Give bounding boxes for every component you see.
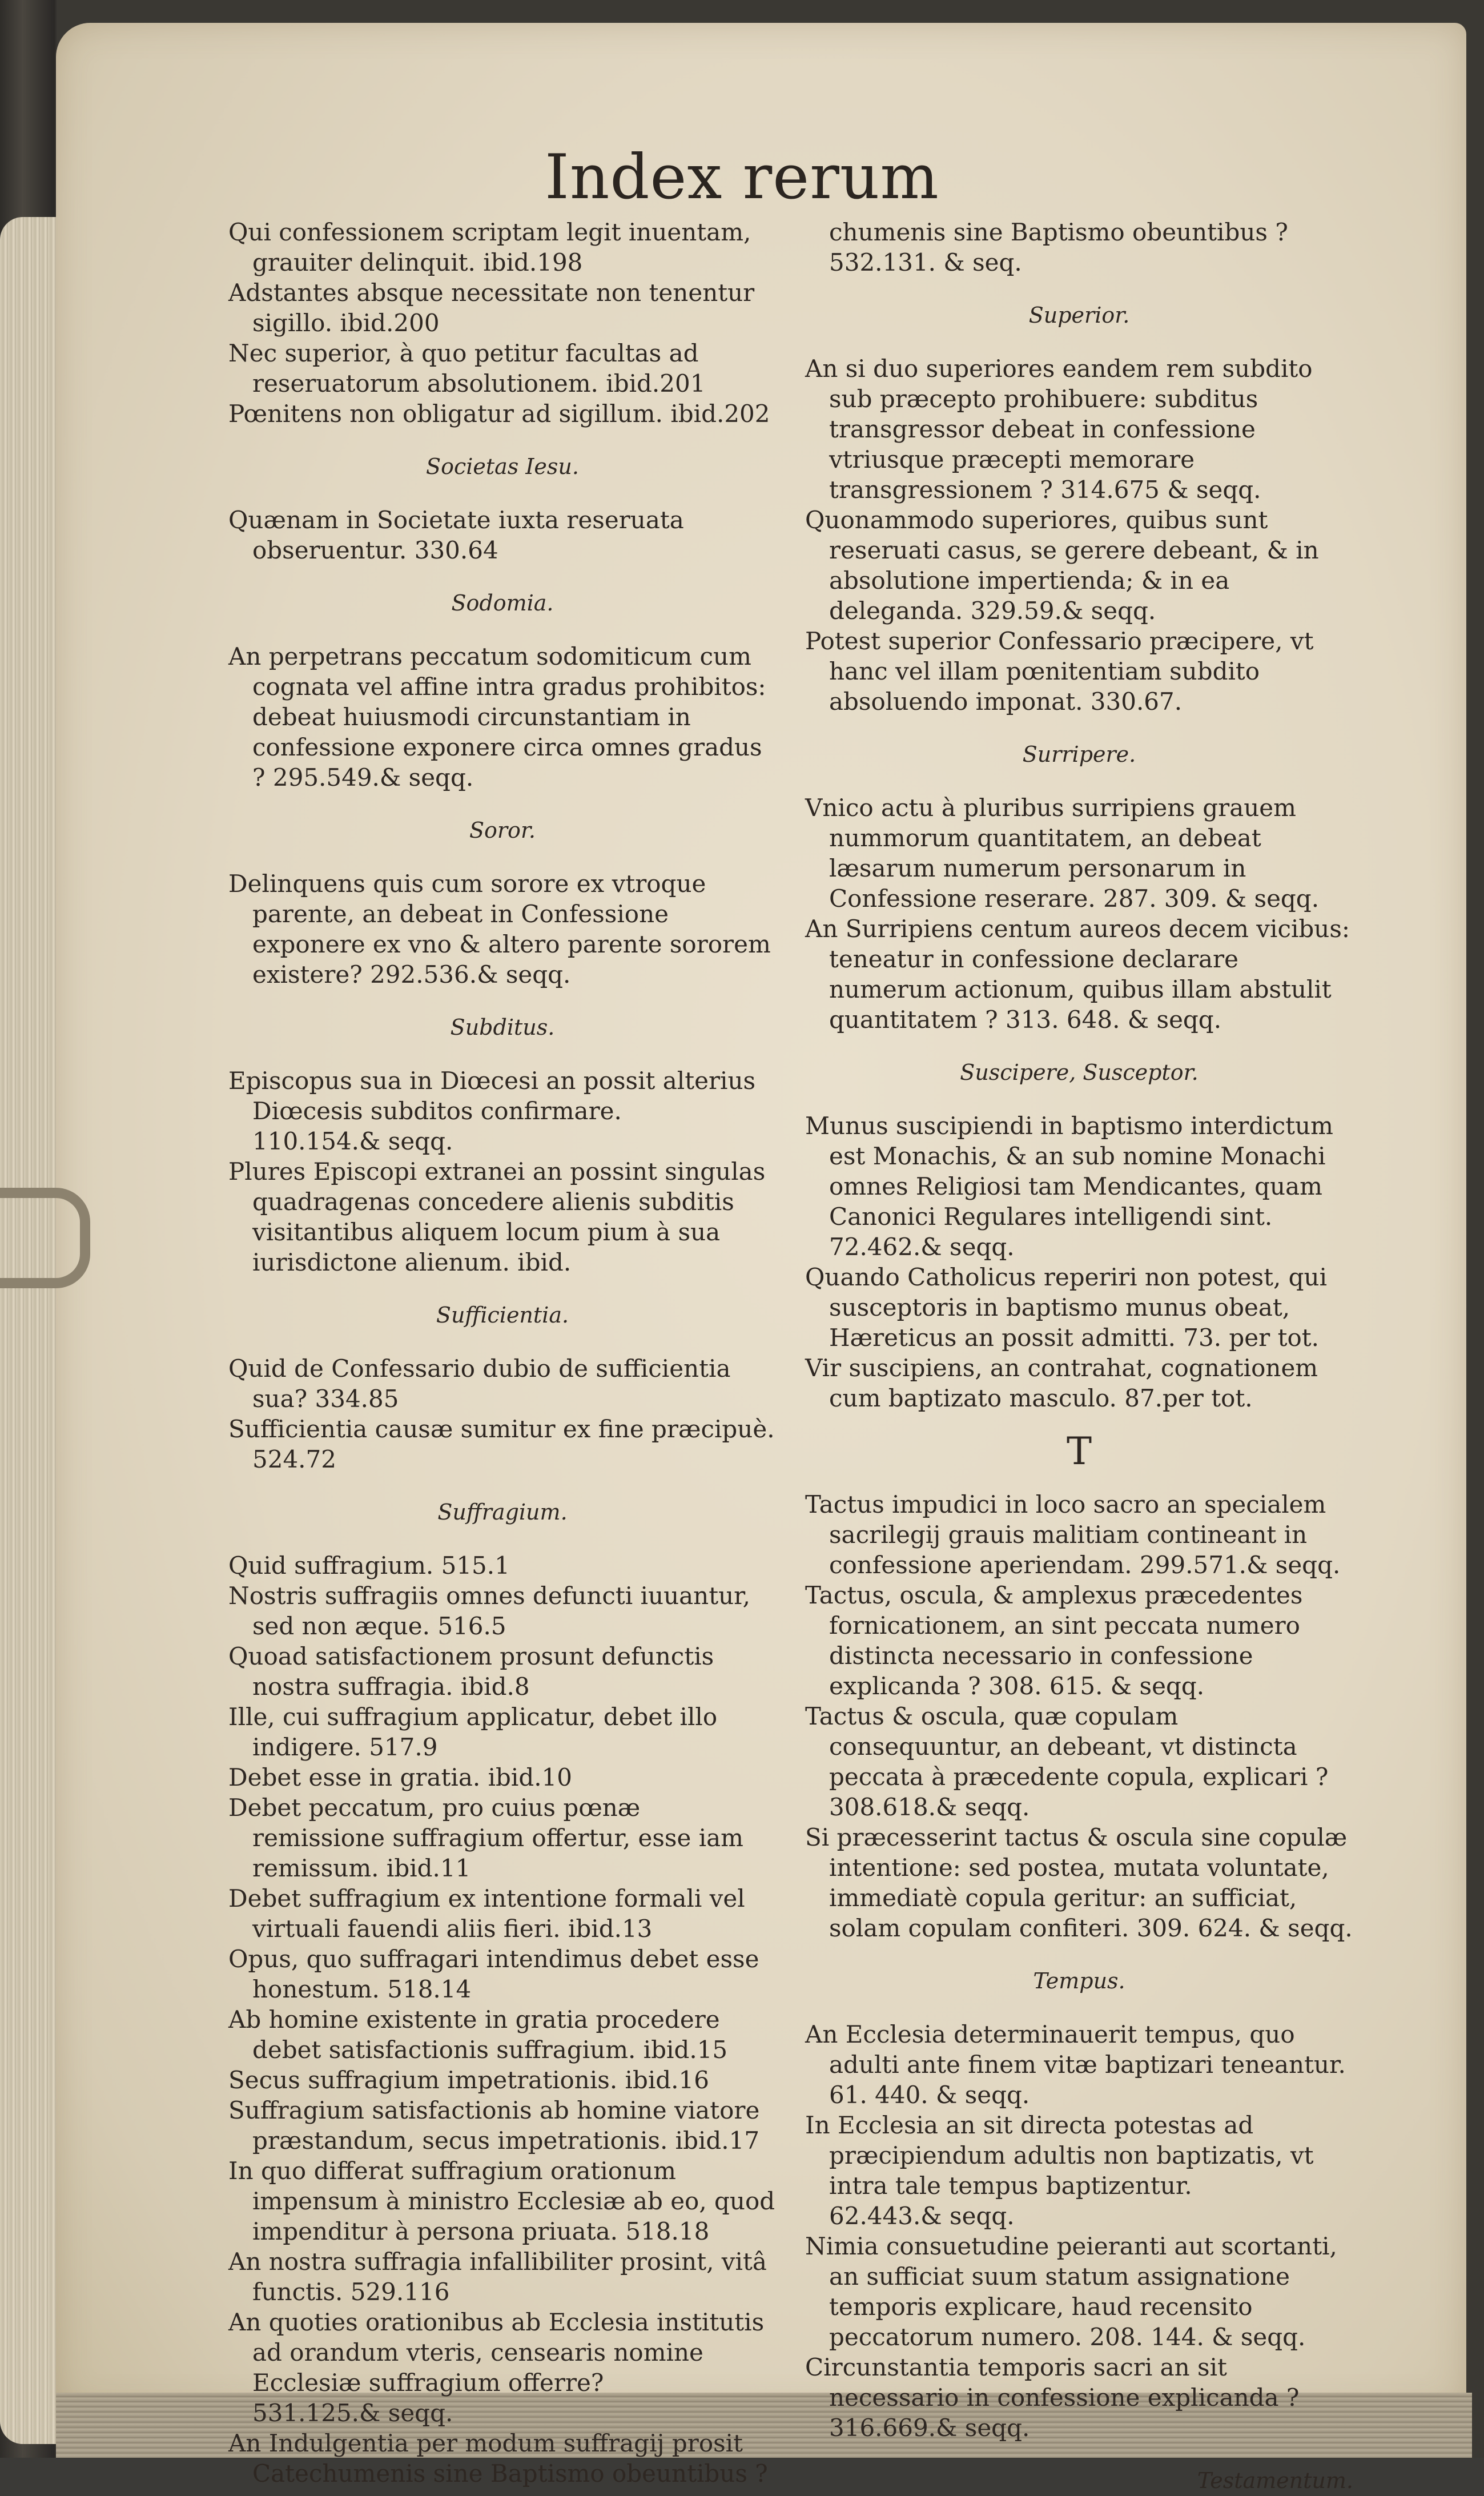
entry-text: An Surripiens centum aureos decem vicibus: teneatur in confessione declarare numerum actionum, quibus illam abstulit quantitatem ? [805, 915, 1350, 1034]
entry-page-reference: 308. 615. & seqq. [988, 1672, 1205, 1700]
entry-page-reference: 314.675 & seqq. [1060, 476, 1261, 504]
entry-page-reference: 518.14 [387, 1975, 472, 2003]
entry-text: Ab homine existente in gratia procedere debet satisfactionis suffragium. [228, 2005, 720, 2064]
entry-page-reference: ibid.17 [675, 2127, 760, 2155]
entry-page-reference: 330.67. [1090, 688, 1183, 716]
entry-page-reference: 61. 440. & seqq. [829, 2081, 1030, 2109]
entry-page-reference: 208. 144. & seqq. [1089, 2323, 1306, 2351]
index-entry [805, 914, 1353, 1035]
index-entry [228, 1581, 777, 1641]
section-heading: Suscipere, Susceptor. [960, 1060, 1199, 1085]
entry-page-reference: ibid.8 [460, 1673, 530, 1701]
index-entry [228, 338, 777, 399]
entry-text: Quid de Confessario dubio de sufficientia sua? [228, 1354, 731, 1413]
entry-text: Circunstantia temporis sacri an sit necessario in confessione explicanda ? [805, 2353, 1300, 2411]
entry-page-reference: 316.669.& seqq. [829, 2414, 1030, 2442]
entry-page-reference: ibid.15 [643, 2036, 728, 2064]
entry-page-reference: 73. per tot. [1183, 1324, 1319, 1352]
index-entry [228, 2065, 777, 2095]
entry-text: Tactus & oscula, quæ copulam consequuntur, an debeant, vt distincta peccata à præcedente copula, explicari ? [805, 1702, 1329, 1791]
entry-page-reference: 529.116 [350, 2278, 450, 2306]
entry-page-reference: 313. 648. & seqq. [1006, 1006, 1222, 1034]
section-heading: Tempus. [1033, 1968, 1125, 1993]
entry-text: Quando Catholicus reperiri non potest, qui susceptoris in baptismo munus obeat, Hæreticus an possit admitti. [805, 1263, 1328, 1352]
section-heading: Surripere. [1022, 742, 1136, 767]
entry-text: Si præcesserint tactus & oscula sine copulæ intentione: sed postea, mutata voluntate, immediatè copula geritur: an sufficiat, solam copulam confiteri. [805, 1823, 1348, 1942]
entry-page-reference: 329.59.& seqq. [970, 597, 1156, 625]
entry-text: chumenis sine Baptismo obeuntibus ? [829, 218, 1288, 246]
entry-text: Debet esse in gratia. [228, 1763, 488, 1791]
index-entry [228, 1883, 777, 1944]
entry-page-reference: 110.154.& seqq. [252, 1127, 453, 1155]
index-column-right [805, 217, 1353, 2496]
entry-page-reference: ibid.13 [568, 1915, 653, 1943]
entry-text: Quoad satisfactionem prosunt defunctis nostra suffragia. [228, 1642, 714, 1701]
index-entry [228, 278, 777, 338]
section-heading: Suffragium. [437, 1500, 568, 1525]
section-heading: Superior. [1028, 303, 1130, 328]
letter-heading: T [1066, 1429, 1092, 1473]
entry-page-reference: 299.571.& seqq. [1140, 1551, 1341, 1579]
entry-text: Nimia consuetudine peieranti aut scortanti, an sufficiat suum statum assignatione temporis explicare, haud recensito peccatorum numero. [805, 2232, 1337, 2351]
entry-page-reference: ibid.16 [625, 2066, 709, 2094]
index-entry [228, 2004, 777, 2065]
entry-text: Delinquens quis cum sorore ex vtroque parente, an debeat in Confessione exponere ex vno & altero parente sororem existere? [228, 870, 771, 988]
index-entry [805, 353, 1353, 505]
entry-text: An Ecclesia determinauerit tempus, quo adulti ante finem vitæ baptizari teneantur. [805, 2020, 1346, 2079]
index-entry [805, 2352, 1353, 2443]
index-entry [805, 1262, 1353, 1353]
entry-page-reference: 531.125.& seqq. [252, 2399, 453, 2427]
entry-page-reference: 532.131. & seq. [829, 248, 1022, 276]
index-entry [228, 2246, 777, 2307]
index-entry [228, 1156, 777, 1277]
entry-page-reference: 308.618.& seqq. [829, 1793, 1030, 1821]
entry-page-reference: ibid.201 [606, 369, 706, 397]
entry-page-reference: 516.5 [437, 1612, 506, 1640]
index-entry [805, 2019, 1353, 2110]
entry-page-reference: 518.18 [625, 2217, 710, 2245]
entry-text: Debet suffragium ex intentione formali vel virtuali fauendi aliis fieri. [228, 1884, 745, 1943]
book-clasp [0, 1188, 90, 1288]
index-entry [228, 1762, 777, 1792]
entry-text: Nostris suffragiis omnes defuncti iuuantur, sed non æque. [228, 1582, 750, 1640]
entry-page-reference: 330.64 [414, 536, 498, 564]
entry-text: Vnico actu à pluribus surripiens grauem nummorum quantitatem, an debeat læsarum numerum personarum in Confessione reserare. [805, 794, 1296, 913]
entry-text: An perpetrans peccatum sodomiticum cum cognata vel affine intra gradus prohibitos: debeat huiusmodi circunstantiam in confessione exponere circa omnes gradus ? [228, 642, 766, 791]
entry-text: Pœnitens non obligatur ad sigillum. [228, 400, 671, 428]
entry-text: In Ecclesia an sit directa potestas ad præcipiendum adultis non baptizatis, vt intra tale tempus baptizentur. [805, 2111, 1314, 2200]
index-entry [805, 626, 1353, 717]
index-entry [228, 2428, 777, 2489]
index-entry [228, 217, 777, 278]
entry-text: Quid suffragium. [228, 1552, 441, 1579]
index-entry [228, 1641, 777, 1702]
catchword: Testamentum. [1197, 2468, 1353, 2493]
entry-page-reference: 524.72 [252, 1445, 336, 1473]
index-column-left [228, 217, 777, 2489]
index-entry [805, 1353, 1353, 1413]
index-entry [228, 1414, 777, 1474]
entry-text: An si duo superiores eandem rem subdito sub præcepto prohibuere: subditus transgressor debeat in confessione vtriusque præcepti memorare transgressionem ? [805, 355, 1313, 504]
index-entry [228, 1353, 777, 1414]
entry-text: Secus suffragium impetrationis. [228, 2066, 625, 2094]
entry-text: Quænam in Societate iuxta reseruata obseruentur. [228, 506, 684, 564]
entry-text: Nec superior, à quo petitur facultas ad reseruatorum absolutionem. [228, 339, 699, 397]
entry-text: In quo differat suffragium orationum impensum à ministro Ecclesiæ ab eo, quod impenditur à persona priuata. [228, 2157, 775, 2245]
section-heading: Sufficientia. [436, 1303, 569, 1328]
entry-text: Tactus, oscula, & amplexus præcedentes fornicationem, an sint peccata numero distincta necessario in confessione explicanda ? [805, 1581, 1303, 1700]
entry-text: An quoties orationibus ab Ecclesia institutis ad orandum vteris, censearis nomine Ecclesiæ suffragium offerre? [228, 2308, 765, 2397]
page-title: Index rerum [545, 142, 939, 213]
index-entry [228, 1550, 777, 1581]
entry-text: Episcopus sua in Diœcesi an possit alterius Diœcesis subditos confirmare. [228, 1067, 756, 1125]
entry-page-reference: ibid.10 [488, 1763, 572, 1791]
index-entry [228, 641, 777, 793]
entry-page-reference: 334.85 [315, 1385, 399, 1413]
index-entry [805, 1701, 1353, 1822]
section-heading: Soror. [469, 818, 536, 843]
index-entry [228, 1944, 777, 2004]
index-entry [228, 1066, 777, 1156]
entry-text: Vir suscipiens, an contrahat, cognationem cum baptizato masculo. [805, 1354, 1318, 1412]
book-page-edges [0, 217, 63, 2444]
index-entry [228, 869, 777, 990]
entry-page-reference: ibid.11 [386, 1854, 471, 1882]
entry-page-reference: 517.9 [369, 1733, 438, 1761]
entry-page-reference: 72.462.& seqq. [829, 1233, 1015, 1261]
entry-page-reference: 62.443.& seqq. [829, 2202, 1015, 2230]
section-heading: Subditus. [450, 1015, 555, 1040]
index-entry [805, 1489, 1353, 1580]
entry-text: Ille, cui suffragium applicatur, debet illo indigere. [228, 1703, 718, 1761]
index-entry [805, 1111, 1353, 1262]
entry-page-reference: ibid.200 [340, 309, 440, 337]
index-entry [228, 1792, 777, 1883]
entry-page-reference: ibid. [517, 1248, 572, 1276]
index-entry [805, 505, 1353, 626]
entry-text: An Indulgentia per modum suffragij prosit Catechumenis sine Baptismo obeuntibus ? [228, 2429, 768, 2487]
index-entry [805, 793, 1353, 914]
entry-page-reference: 515.1 [441, 1552, 510, 1579]
section-heading: Societas Iesu. [426, 454, 579, 479]
index-entry [805, 2110, 1353, 2231]
entry-text: An nostra suffragia infallibiliter prosint, vitâ functis. [228, 2248, 767, 2306]
entry-text: Qui confessionem scriptam legit inuentam, grauiter delinquit. [228, 218, 751, 276]
entry-text: Debet peccatum, pro cuius pœnæ remissione suffragium offertur, esse iam remissum. [228, 1794, 743, 1882]
index-entry [228, 2095, 777, 2156]
entry-text: Suffragium satisfactionis ab homine viatore præstandum, secus impetrationis. [228, 2096, 760, 2155]
entry-page-reference: ibid.198 [483, 248, 583, 276]
entry-page-reference: 309. 624. & seqq. [1136, 1914, 1353, 1942]
entry-text: Sufficientia causæ sumitur ex fine præcipuè. [228, 1415, 775, 1443]
entry-text: Munus suscipiendi in baptismo interdictum est Monachis, & an sub nomine Monachi omnes Religiosi tam Mendicantes, quam Canonici Regulares intelligendi sint. [805, 1112, 1333, 1231]
entry-text: Adstantes absque necessitate non tenentur sigillo. [228, 279, 755, 337]
index-entry-continuation [805, 217, 1353, 278]
entry-text: Opus, quo suffragari intendimus debet esse honestum. [228, 1945, 759, 2003]
index-entry [805, 1822, 1353, 1943]
entry-text: Plures Episcopi extranei an possint singulas quadragenas concedere alienis subditis visitantibus aliquem locum pium à sua iurisdictone alienum. [228, 1157, 766, 1276]
index-entry [228, 2156, 777, 2246]
index-entry [228, 399, 777, 429]
index-entry [228, 2307, 777, 2428]
entry-page-reference: 292.536.& seqq. [370, 960, 571, 988]
index-entry [228, 1702, 777, 1762]
entry-page-reference: 295.549.& seqq. [272, 763, 474, 791]
entry-text: Quonammodo superiores, quibus sunt reseruati casus, se gerere debeant, & in absolutione impertienda; & in ea deleganda. [805, 506, 1319, 625]
index-entry [805, 1580, 1353, 1701]
entry-page-reference: 87.per tot. [1124, 1384, 1253, 1412]
entry-text: Tactus impudici in loco sacro an specialem sacrilegij grauis malitiam contineant in confessione aperiendam. [805, 1490, 1326, 1579]
entry-text: Potest superior Confessario præcipere, vt hanc vel illam pœnitentiam subdito absoluendo imponat. [805, 627, 1314, 716]
index-entry [805, 2231, 1353, 2352]
entry-page-reference: ibid.202 [670, 400, 770, 428]
entry-page-reference: 287. 309. & seqq. [1103, 885, 1320, 913]
index-entry [228, 505, 777, 565]
section-heading: Sodomia. [451, 590, 554, 616]
